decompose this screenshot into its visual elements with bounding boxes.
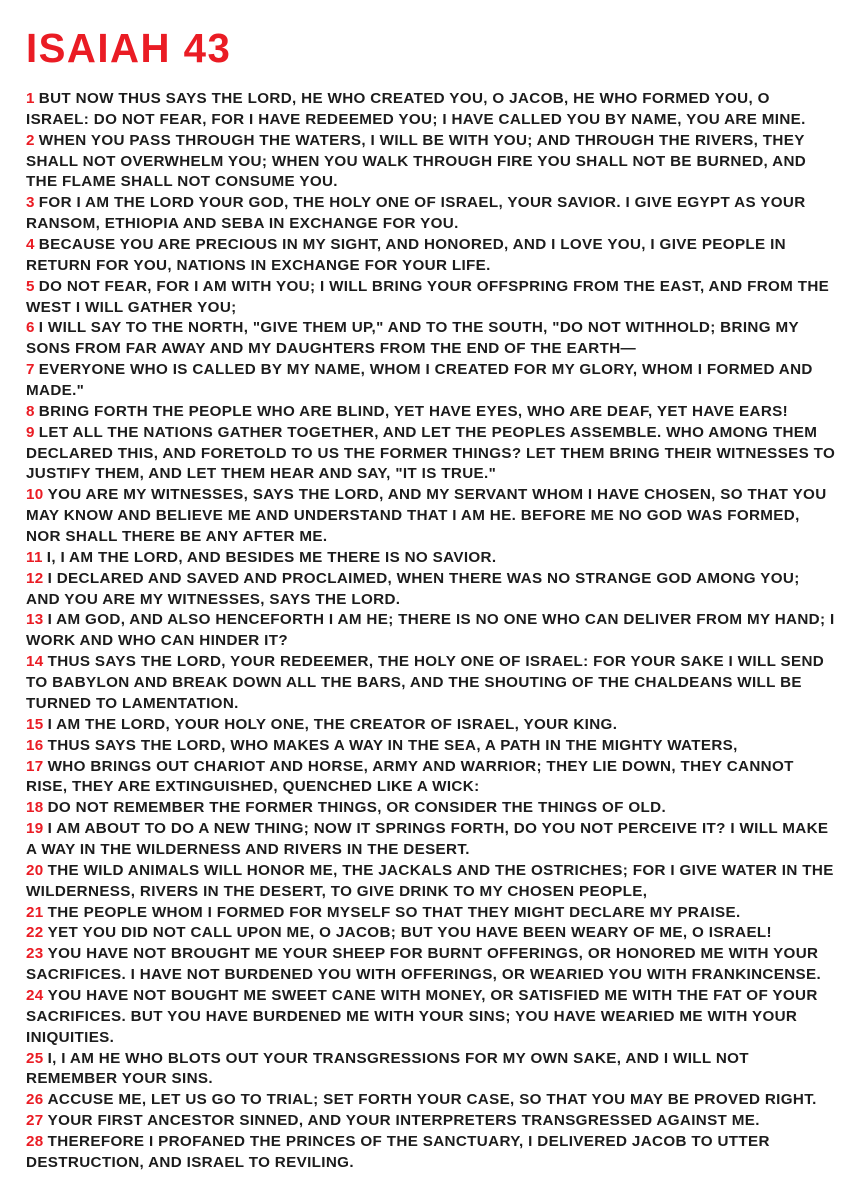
verse-text: ACCUSE ME, LET US GO TO TRIAL; SET FORTH YOUR CASE, SO THAT YOU MAY BE PROVED RIGHT. <box>47 1091 817 1109</box>
verse-number: 14 <box>26 653 44 671</box>
verse-text: I AM ABOUT TO DO A NEW THING; NOW IT SPRINGS FORTH, DO YOU NOT PERCEIVE IT? I WILL MAKE A WAY IN THE WILDERNESS AND RIVERS IN THE DESERT. <box>26 820 829 858</box>
verse <box>26 1049 836 1091</box>
verse-number: 17 <box>26 757 44 775</box>
verse-text: WHO BRINGS OUT CHARIOT AND HORSE, ARMY AND WARRIOR; THEY LIE DOWN, THEY CANNOT RISE, THEY ARE EXTINGUISHED, QUENCHED LIKE A WICK: <box>26 757 794 796</box>
verse-number: 9 <box>26 423 35 441</box>
verse <box>26 548 836 569</box>
verse <box>26 715 836 736</box>
verse-text: THUS SAYS THE LORD, YOUR REDEEMER, THE HOLY ONE OF ISRAEL: FOR YOUR SAKE I WILL SEND TO BABYLON AND BREAK DOWN ALL THE BARS, AND THE SHOUTING OF THE CHALDEANS WILL BE TURNED TO LAMENTATION. <box>26 653 825 712</box>
verse-text: THEREFORE I PROFANED THE PRINCES OF THE SANCTUARY, I DELIVERED JACOB TO UTTER DESTRUCTION, AND ISRAEL TO REVILING. <box>26 1132 770 1171</box>
verse-text: YOUR FIRST ANCESTOR SINNED, AND YOUR INTERPRETERS TRANSGRESSED AGAINST ME. <box>47 1112 760 1130</box>
verse-number: 21 <box>26 903 44 921</box>
verse <box>26 1090 836 1111</box>
verse-text: DO NOT FEAR, FOR I AM WITH YOU; I WILL BRING YOUR OFFSPRING FROM THE EAST, AND FROM THE WEST I WILL GATHER YOU; <box>26 277 830 316</box>
verse-text: I DECLARED AND SAVED AND PROCLAIMED, WHEN THERE WAS NO STRANGE GOD AMONG YOU; AND YOU ARE MY WITNESSES, SAYS THE LORD. <box>26 569 800 608</box>
verse <box>26 798 836 819</box>
verse-text: BECAUSE YOU ARE PRECIOUS IN MY SIGHT, AND HONORED, AND I LOVE YOU, I GIVE PEOPLE IN RETURN FOR YOU, NATIONS IN EXCHANGE FOR YOUR LIFE. <box>26 236 786 274</box>
verse <box>26 423 836 486</box>
verse-number: 15 <box>26 715 44 733</box>
verse <box>26 1111 836 1132</box>
verse-number: 28 <box>26 1132 44 1150</box>
verse <box>26 235 836 277</box>
verse-text: I WILL SAY TO THE NORTH, "GIVE THEM UP," AND TO THE SOUTH, "DO NOT WITHHOLD; BRING MY SONS FROM FAR AWAY AND MY DAUGHTERS FROM THE END OF THE EARTH— <box>26 319 799 358</box>
verse-text: THE WILD ANIMALS WILL HONOR ME, THE JACKALS AND THE OSTRICHES; FOR I GIVE WATER IN THE WILDERNESS, RIVERS IN THE DESERT, TO GIVE DRINK TO MY CHOSEN PEOPLE, <box>26 861 834 900</box>
verse <box>26 1132 836 1174</box>
verse-text: EVERYONE WHO IS CALLED BY MY NAME, WHOM I CREATED FOR MY GLORY, WHOM I FORMED AND MADE." <box>26 361 813 400</box>
verse-text: YOU HAVE NOT BOUGHT ME SWEET CANE WITH MONEY, OR SATISFIED ME WITH THE FAT OF YOUR SACRIFICES. BUT YOU HAVE BURDENED ME WITH YOUR SINS; YOU HAVE WEARIED ME WITH YOUR INIQUITIES. <box>26 986 818 1046</box>
verse-number: 19 <box>26 820 44 838</box>
verse-number: 2 <box>26 131 35 149</box>
verse-text: LET ALL THE NATIONS GATHER TOGETHER, AND LET THE PEOPLES ASSEMBLE. WHO AMONG THEM DECLARED THIS, AND FORETOLD TO US THE FORMER THINGS? LET THEM BRING THEIR WITNESSES TO JUSTIFY THEM, AND LET THEM HEAR AND SAY, "IT IS TRUE." <box>26 423 836 483</box>
verse-number: 12 <box>26 569 44 587</box>
verse-text: BRING FORTH THE PEOPLE WHO ARE BLIND, YET HAVE EYES, WHO ARE DEAF, YET HAVE EARS! <box>38 402 789 420</box>
verse <box>26 861 836 903</box>
verse-number: 5 <box>26 277 35 295</box>
verse <box>26 193 836 235</box>
verse <box>26 277 836 319</box>
verse-text: WHEN YOU PASS THROUGH THE WATERS, I WILL BE WITH YOU; AND THROUGH THE RIVERS, THEY SHALL NOT OVERWHELM YOU; WHEN YOU WALK THROUGH FIRE YOU SHALL NOT BE BURNED, AND THE FLAME SHALL NOT CONSUME YOU. <box>26 131 807 191</box>
verse-list <box>26 89 836 1174</box>
verse <box>26 652 836 715</box>
verse-text: BUT NOW THUS SAYS THE LORD, HE WHO CREATED YOU, O JACOB, HE WHO FORMED YOU, O ISRAEL: DO NOT FEAR, FOR I HAVE REDEEMED YOU; I HAVE CALLED YOU BY NAME, YOU ARE MINE. <box>26 90 806 128</box>
verse-number: 20 <box>26 861 44 879</box>
verse-number: 22 <box>26 924 44 942</box>
verse-number: 11 <box>26 548 43 566</box>
verse-number: 1 <box>26 90 35 107</box>
verse <box>26 819 836 861</box>
verse <box>26 318 836 360</box>
verse <box>26 903 836 924</box>
verse <box>26 923 836 944</box>
verse-text: I, I AM THE LORD, AND BESIDES ME THERE IS NO SAVIOR. <box>46 548 497 566</box>
verse-number: 10 <box>26 486 44 504</box>
verse <box>26 402 836 423</box>
verse-text: THUS SAYS THE LORD, WHO MAKES A WAY IN THE SEA, A PATH IN THE MIGHTY WATERS, <box>47 736 738 754</box>
verse-number: 23 <box>26 945 44 963</box>
verse-text: THE PEOPLE WHOM I FORMED FOR MYSELF SO THAT THEY MIGHT DECLARE MY PRAISE. <box>47 903 741 921</box>
verse-text: YOU ARE MY WITNESSES, SAYS THE LORD, AND MY SERVANT WHOM I HAVE CHOSEN, SO THAT YOU MAY KNOW AND BELIEVE ME AND UNDERSTAND THAT I AM HE. BEFORE ME NO GOD WAS FORMED, NOR SHALL THERE BE ANY AFTER ME. <box>26 486 827 546</box>
verse-number: 18 <box>26 799 44 817</box>
page-title: ISAIAH 43 <box>26 25 232 71</box>
verse-number: 16 <box>26 736 44 754</box>
verse <box>26 89 836 131</box>
verse <box>26 131 836 194</box>
verse <box>26 986 836 1049</box>
verse-text: I AM THE LORD, YOUR HOLY ONE, THE CREATOR OF ISRAEL, YOUR KING. <box>47 715 618 733</box>
verse-text: DO NOT REMEMBER THE FORMER THINGS, OR CONSIDER THE THINGS OF OLD. <box>47 799 667 817</box>
verse-number: 13 <box>26 611 44 629</box>
verse-text: YOU HAVE NOT BROUGHT ME YOUR SHEEP FOR BURNT OFFERINGS, OR HONORED ME WITH YOUR SACRIFICES. I HAVE NOT BURDENED YOU WITH OFFERINGS, OR WEARIED YOU WITH FRANKINCENSE. <box>26 945 822 984</box>
verse-number: 8 <box>26 402 35 420</box>
verse <box>26 736 836 757</box>
verse-number: 7 <box>26 361 35 379</box>
verse <box>26 485 836 548</box>
verse <box>26 944 836 986</box>
verse <box>26 610 836 652</box>
verse-number: 27 <box>26 1112 44 1130</box>
verse-text: I AM GOD, AND ALSO HENCEFORTH I AM HE; THERE IS NO ONE WHO CAN DELIVER FROM MY HAND; I WORK AND WHO CAN HINDER IT? <box>26 611 835 650</box>
verse-number: 25 <box>26 1049 44 1067</box>
verse-text: YET YOU DID NOT CALL UPON ME, O JACOB; BUT YOU HAVE BEEN WEARY OF ME, O ISRAEL! <box>47 924 772 942</box>
verse <box>26 757 836 799</box>
verse-number: 3 <box>26 194 35 212</box>
verse-number: 4 <box>26 236 35 254</box>
verse <box>26 569 836 611</box>
verse-number: 26 <box>26 1091 44 1109</box>
verse-number: 24 <box>26 986 44 1004</box>
verse-text: I, I AM HE WHO BLOTS OUT YOUR TRANSGRESSIONS FOR MY OWN SAKE, AND I WILL NOT REMEMBER YOUR SINS. <box>26 1049 749 1088</box>
verse-number: 6 <box>26 319 35 337</box>
verse <box>26 360 836 402</box>
verse-text: FOR I AM THE LORD YOUR GOD, THE HOLY ONE OF ISRAEL, YOUR SAVIOR. I GIVE EGYPT AS YOUR RANSOM, ETHIOPIA AND SEBA IN EXCHANGE FOR YOU. <box>26 194 806 233</box>
